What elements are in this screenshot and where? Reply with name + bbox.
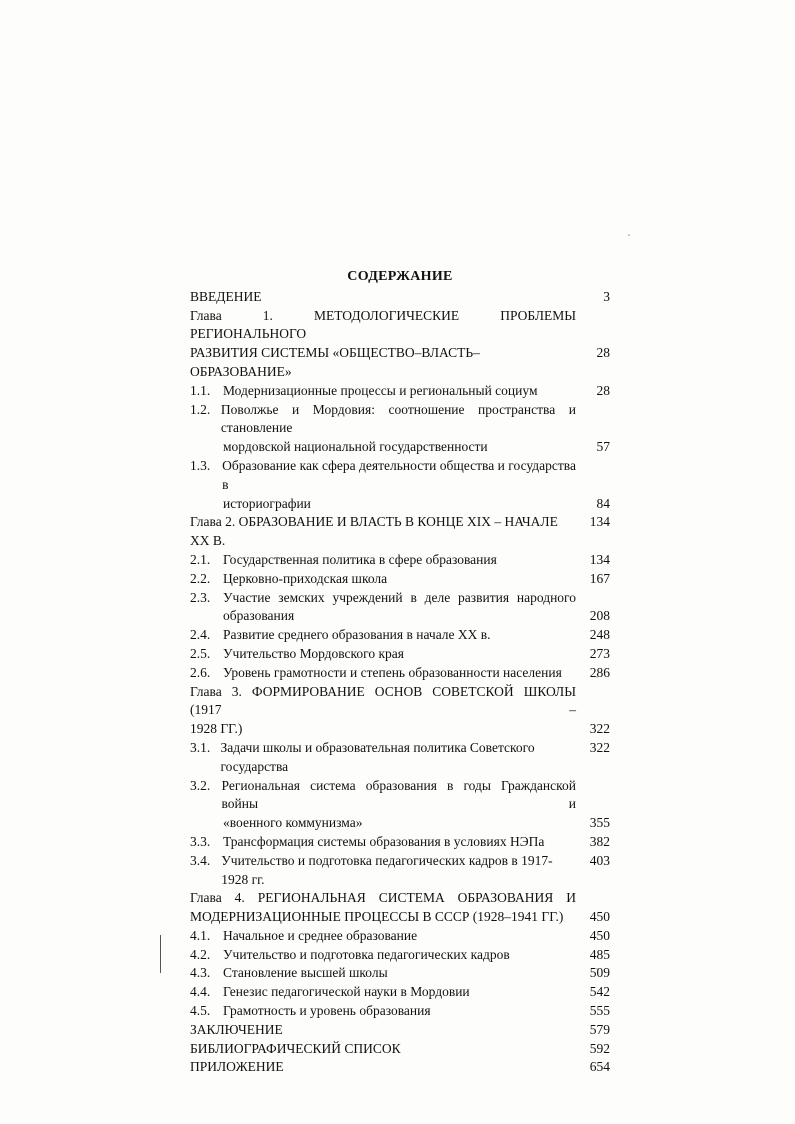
toc-section-number: 3.3. bbox=[190, 833, 211, 849]
toc-section-entry bbox=[190, 570, 610, 589]
toc-section-entry bbox=[190, 664, 610, 683]
toc-page-number: 579 bbox=[589, 1021, 610, 1037]
toc-section-entry bbox=[190, 551, 610, 570]
toc-section-number: 2.5. bbox=[190, 645, 211, 661]
toc-entry-text: ПРИЛОЖЕНИЕ bbox=[190, 1059, 284, 1075]
toc-section-number: 2.4. bbox=[190, 627, 211, 643]
toc-section-number: 4.3. bbox=[190, 965, 211, 981]
toc-section-number: 2.2. bbox=[190, 570, 211, 586]
toc-section-number: 3.4. bbox=[190, 852, 211, 868]
toc-chapter-entry bbox=[190, 889, 610, 927]
toc-section-entry bbox=[190, 983, 610, 1002]
toc-section-entry bbox=[190, 589, 610, 627]
toc-entry-text: Генезис педагогической науки в Мордовии bbox=[223, 984, 470, 1000]
toc-section-entry bbox=[190, 964, 610, 983]
toc-chapter-entry bbox=[190, 307, 610, 382]
toc-section-number: 1.1. bbox=[190, 382, 211, 398]
toc-page-number: 167 bbox=[589, 570, 610, 586]
toc-entry-text: МОДЕРНИЗАЦИОННЫЕ ПРОЦЕССЫ В СССР (1928–1941 ГГ.) bbox=[190, 909, 564, 925]
toc-entry-text: 1928 ГГ.) bbox=[190, 721, 243, 737]
toc-section-entry bbox=[190, 852, 610, 890]
toc-page-number: 542 bbox=[589, 984, 610, 1000]
toc-entry-text: Задачи школы и образовательная политика Советского государства bbox=[220, 739, 535, 774]
toc-page-number: 3 bbox=[603, 288, 610, 304]
toc-section-number: 3.2. bbox=[190, 777, 211, 793]
toc-page-number: 592 bbox=[589, 1040, 610, 1056]
toc-entry-text: Церковно-приходская школа bbox=[223, 570, 388, 586]
toc-section-entry bbox=[190, 457, 610, 513]
toc-entry-text: ЗАКЛЮЧЕНИЕ bbox=[190, 1021, 283, 1037]
toc-chapter-entry bbox=[190, 288, 610, 307]
toc-section-number: 1.3. bbox=[190, 457, 211, 473]
toc-entry-text: Глава 2. ОБРАЗОВАНИЕ И ВЛАСТЬ В КОНЦЕ XIX – НАЧАЛЕ XX В. bbox=[190, 514, 558, 549]
toc-page-number: 654 bbox=[589, 1059, 610, 1075]
toc-title: СОДЕРЖАНИЕ bbox=[347, 269, 453, 284]
toc-entry-text: Государственная политика в сфере образования bbox=[223, 551, 497, 567]
toc-page-number: 28 bbox=[596, 345, 610, 361]
toc-entry-text: Уровень грамотности и степень образованности населения bbox=[223, 664, 562, 680]
toc-entry-text: «военного коммунизма» bbox=[223, 815, 363, 831]
toc-entry-text: Учительство и подготовка педагогических кадров bbox=[223, 946, 510, 962]
toc-page-number: 57 bbox=[596, 439, 610, 455]
toc-page-number: 509 bbox=[589, 965, 610, 981]
toc-entry-text: Становление высшей школы bbox=[223, 965, 388, 981]
toc-chapter-entry bbox=[190, 1021, 610, 1040]
toc-page-number: 450 bbox=[589, 909, 610, 925]
toc-section-number: 4.2. bbox=[190, 946, 211, 962]
toc-chapter-entry bbox=[190, 1040, 610, 1059]
toc-entries bbox=[190, 288, 610, 1077]
toc-page-number: 403 bbox=[589, 852, 610, 868]
toc-entry-text: образования bbox=[223, 608, 295, 624]
toc-page-number: 134 bbox=[589, 551, 610, 567]
toc-entry-text: мордовской национальной государственности bbox=[223, 439, 488, 455]
toc-entry-text: Трансформация системы образования в условиях НЭПа bbox=[223, 833, 545, 849]
toc-entry-text: БИБЛИОГРАФИЧЕСКИЙ СПИСОК bbox=[190, 1040, 401, 1056]
toc-page-number: 134 bbox=[589, 514, 610, 530]
toc-section-number: 2.6. bbox=[190, 664, 211, 680]
scan-speck bbox=[628, 234, 630, 236]
toc-page-number: 382 bbox=[589, 833, 610, 849]
toc-section-entry bbox=[190, 833, 610, 852]
toc-chapter-entry bbox=[190, 683, 610, 739]
toc-section-number: 3.1. bbox=[190, 739, 211, 755]
toc-entry-text: Региональная система образования в годы Гражданской войны и bbox=[221, 777, 576, 812]
toc-section-number: 4.5. bbox=[190, 1003, 211, 1019]
toc-chapter-entry bbox=[190, 513, 610, 551]
toc-entry-text: историографии bbox=[223, 495, 311, 511]
toc-section-number: 1.2. bbox=[190, 401, 211, 417]
toc-page-number: 208 bbox=[589, 608, 610, 624]
toc-entry-text: Поволжье и Мордовия: соотношение пространства и становление bbox=[220, 401, 576, 436]
toc-page-number: 248 bbox=[589, 627, 610, 643]
toc-entry-text: Глава 4. РЕГИОНАЛЬНАЯ СИСТЕМА ОБРАЗОВАНИЯ И bbox=[190, 890, 576, 906]
toc-page-number: 273 bbox=[589, 645, 610, 661]
toc-page-number: 322 bbox=[589, 739, 610, 755]
toc-entry-text: Модернизационные процессы и региональный социум bbox=[223, 382, 538, 398]
toc-section-entry bbox=[190, 739, 610, 777]
toc-section-number: 2.3. bbox=[190, 589, 211, 605]
toc-entry-text: Начальное и среднее образование bbox=[223, 927, 418, 943]
toc-entry-text: Учительство Мордовского края bbox=[223, 645, 405, 661]
toc-entry-text: Глава 1. МЕТОДОЛОГИЧЕСКИЕ ПРОБЛЕМЫ РЕГИОНАЛЬНОГО bbox=[190, 307, 576, 342]
toc-section-entry bbox=[190, 645, 610, 664]
toc-entry-text: РАЗВИТИЯ СИСТЕМЫ «ОБЩЕСТВО–ВЛАСТЬ–ОБРАЗОВАНИЕ» bbox=[190, 345, 480, 379]
toc-page-number: 322 bbox=[589, 721, 610, 737]
toc-page-number: 355 bbox=[589, 815, 610, 831]
toc-section-entry bbox=[190, 1002, 610, 1021]
toc-entry-text: Участие земских учреждений в деле развития народного bbox=[223, 589, 576, 605]
toc-entry-text: Образование как сфера деятельности общества и государства в bbox=[222, 457, 576, 492]
toc-section-entry bbox=[190, 401, 610, 457]
toc-chapter-entry bbox=[190, 1058, 610, 1077]
toc-section-entry bbox=[190, 626, 610, 645]
toc-section-entry bbox=[190, 946, 610, 965]
toc-section-entry bbox=[190, 382, 610, 401]
table-of-contents bbox=[190, 268, 610, 1077]
toc-page-number: 28 bbox=[596, 382, 610, 398]
toc-entry-text: Учительство и подготовка педагогических кадров в 1917-1928 гг. bbox=[221, 852, 553, 887]
toc-entry-text: Глава 3. ФОРМИРОВАНИЕ ОСНОВ СОВЕТСКОЙ ШКОЛЫ (1917 – bbox=[190, 683, 576, 718]
toc-page-number: 84 bbox=[596, 495, 610, 511]
toc-entry-text: ВВЕДЕНИЕ bbox=[190, 288, 262, 304]
toc-section-number: 2.1. bbox=[190, 551, 211, 567]
toc-page-number: 286 bbox=[589, 664, 610, 680]
toc-page-number: 485 bbox=[589, 946, 610, 962]
toc-section-entry bbox=[190, 777, 610, 833]
toc-section-number: 4.4. bbox=[190, 984, 211, 1000]
toc-page-number: 450 bbox=[589, 927, 610, 943]
scan-artifact-line bbox=[160, 935, 161, 973]
toc-entry-text: Развитие среднего образования в начале XX в. bbox=[223, 627, 491, 643]
toc-section-entry bbox=[190, 927, 610, 946]
toc-section-number: 4.1. bbox=[190, 927, 211, 943]
toc-page-number: 555 bbox=[589, 1003, 610, 1019]
toc-entry-text: Грамотность и уровень образования bbox=[223, 1003, 431, 1019]
